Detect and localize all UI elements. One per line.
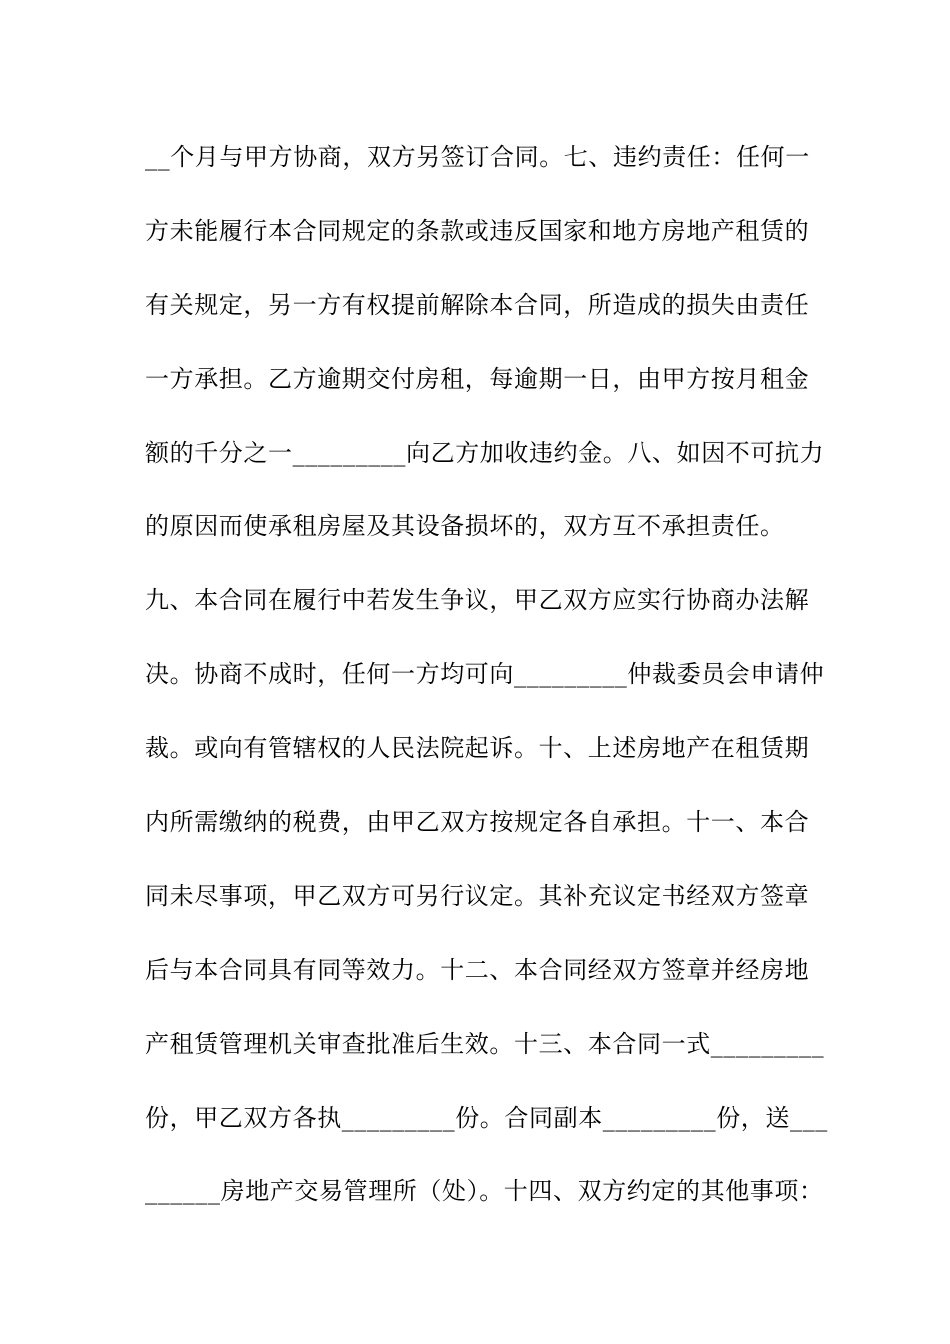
text-line: 内所需缴纳的税费，由甲乙双方按规定各自承担。十一、本合: [145, 808, 810, 837]
text-line: 一方承担。乙方逾期交付房租，每逾期一日，由甲方按月租金: [145, 364, 810, 393]
text-line: 份，甲乙双方各执_________份。合同副本_________份，送___: [145, 1103, 828, 1132]
text-line: 同未尽事项，甲乙双方可另行议定。其补充议定书经双方签章: [145, 881, 810, 910]
text-line: ______房地产交易管理所（处）。十四、双方约定的其他事项：: [145, 1177, 824, 1206]
text-line: 产租赁管理机关审查批准后生效。十三、本合同一式_________: [145, 1029, 825, 1058]
text-line: 后与本合同具有同等效力。十二、本合同经双方签章并经房地: [145, 955, 810, 984]
text-line: 方未能履行本合同规定的条款或违反国家和地方房地产租赁的: [145, 216, 810, 245]
contract-body-text: [145, 133, 828, 1241]
text-line: 的原因而使承租房屋及其设备损坏的，双方互不承担责任。: [145, 512, 785, 541]
text-line: 有关规定，另一方有权提前解除本合同，所造成的损失由责任: [145, 290, 810, 319]
text-line: __个月与甲方协商，双方另签订合同。七、违约责任：任何一: [145, 143, 810, 171]
text-line: 额的千分之一_________向乙方加收违约金。八、如因不可抗力: [145, 438, 825, 467]
text-line: 裁。或向有管辖权的人民法院起诉。十、上述房地产在租赁期: [145, 734, 810, 763]
text-line: 九、本合同在履行中若发生争议，甲乙双方应实行协商办法解: [145, 586, 810, 615]
text-line: 决。协商不成时，任何一方均可向_________仲裁委员会申请仲: [145, 660, 825, 689]
